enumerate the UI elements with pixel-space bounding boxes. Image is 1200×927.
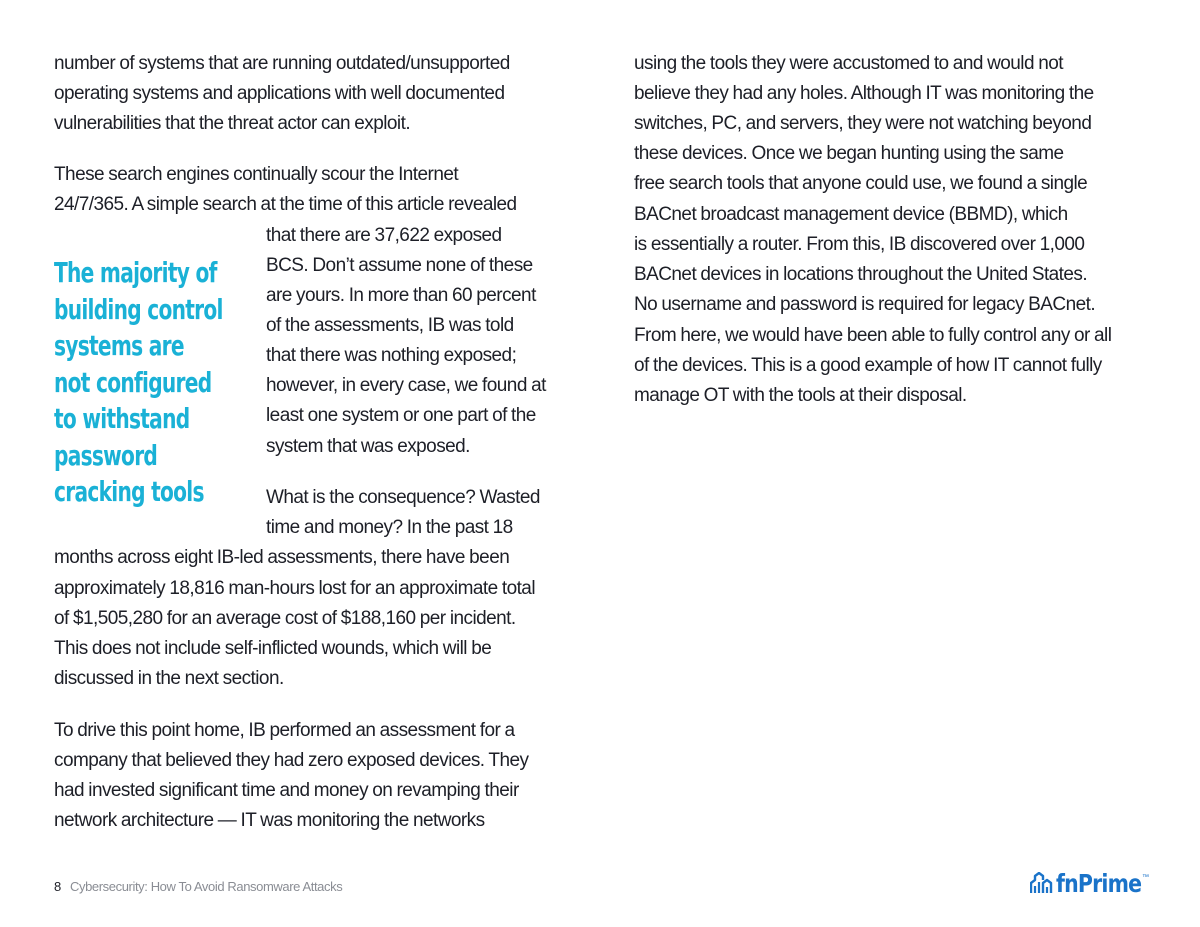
body-text-line: From here, we would have been able to fully control any or all xyxy=(634,325,1112,346)
pull-quote-line: to withstand xyxy=(54,402,190,435)
body-text-line: of $1,505,280 for an average cost of $188,160 per incident. xyxy=(54,608,516,629)
body-text-line: vulnerabilities that the threat actor can exploit. xyxy=(54,113,411,134)
body-text-line: To drive this point home, IB performed an assessment for a xyxy=(54,720,515,741)
body-text-line: BACnet broadcast management device (BBMD), which xyxy=(634,204,1068,225)
body-text-line: company that believed they had zero exposed devices. They xyxy=(54,750,529,771)
body-text-line: however, in every case, we found at xyxy=(266,375,546,396)
body-text-line: of the assessments, IB was told xyxy=(266,315,514,336)
body-text-line: 24/7/365. A simple search at the time of this article revealed xyxy=(54,194,517,215)
body-text-line: believe they had any holes. Although IT was monitoring the xyxy=(634,83,1094,104)
body-text-line: least one system or one part of the xyxy=(266,405,536,426)
body-text-line: switches, PC, and servers, they were not watching beyond xyxy=(634,113,1092,134)
logo-text: fnPrime xyxy=(1056,868,1142,898)
body-text-line: manage OT with the tools at their disposal. xyxy=(634,385,967,406)
pull-quote-line: The majority of xyxy=(54,256,217,289)
body-text-line: are yours. In more than 60 percent xyxy=(266,285,536,306)
pull-quote-line: systems are xyxy=(54,329,184,362)
body-text-line: operating systems and applications with well documented xyxy=(54,83,505,104)
body-text-line: discussed in the next section. xyxy=(54,668,284,689)
body-text-line: These search engines continually scour the Internet xyxy=(54,164,459,185)
body-text-line: time and money? In the past 18 xyxy=(266,517,513,538)
body-text-line: that there was nothing exposed; xyxy=(266,345,517,366)
body-text-line: approximately 18,816 man-hours lost for an approximate total xyxy=(54,578,536,599)
body-text-line: free search tools that anyone could use, we found a single xyxy=(634,173,1088,194)
fnprime-logo xyxy=(1030,868,1160,898)
body-text-line: BACnet devices in locations throughout the United States. xyxy=(634,264,1088,285)
body-text-line: network architecture — IT was monitoring the networks xyxy=(54,810,485,831)
body-text-line: that there are 37,622 exposed xyxy=(266,225,502,246)
body-text-line: number of systems that are running outdated/unsupported xyxy=(54,53,510,74)
body-text-line: is essentially a router. From this, IB discovered over 1,000 xyxy=(634,234,1085,255)
footer-document-title: Cybersecurity: How To Avoid Ransomware Attacks xyxy=(70,879,343,894)
body-text-line: using the tools they were accustomed to and would not xyxy=(634,53,1063,74)
body-text-line: these devices. Once we began hunting using the same xyxy=(634,143,1064,164)
body-text-line: had invested significant time and money on revamping their xyxy=(54,780,519,801)
body-text-line: What is the consequence? Wasted xyxy=(266,487,540,508)
body-text-line: of the devices. This is a good example of how IT cannot fully xyxy=(634,355,1102,376)
pull-quote-line: not configured xyxy=(54,365,212,399)
body-text-line: BCS. Don’t assume none of these xyxy=(266,255,533,276)
body-text-line: No username and password is required for legacy BACnet. xyxy=(634,294,1096,315)
pull-quote-line: password xyxy=(54,438,158,472)
pull-quote-line: building control xyxy=(54,292,223,326)
body-text-line: This does not include self-inflicted wounds, which will be xyxy=(54,638,492,659)
pull-quote xyxy=(54,255,254,511)
logo-trademark: ™ xyxy=(1142,874,1149,881)
body-text-line: months across eight IB-led assessments, there have been xyxy=(54,547,510,568)
building-icon xyxy=(1030,872,1054,894)
body-text-line: system that was exposed. xyxy=(266,436,470,457)
pull-quote-line: cracking tools xyxy=(54,475,204,508)
page-number: 8 xyxy=(54,879,62,894)
